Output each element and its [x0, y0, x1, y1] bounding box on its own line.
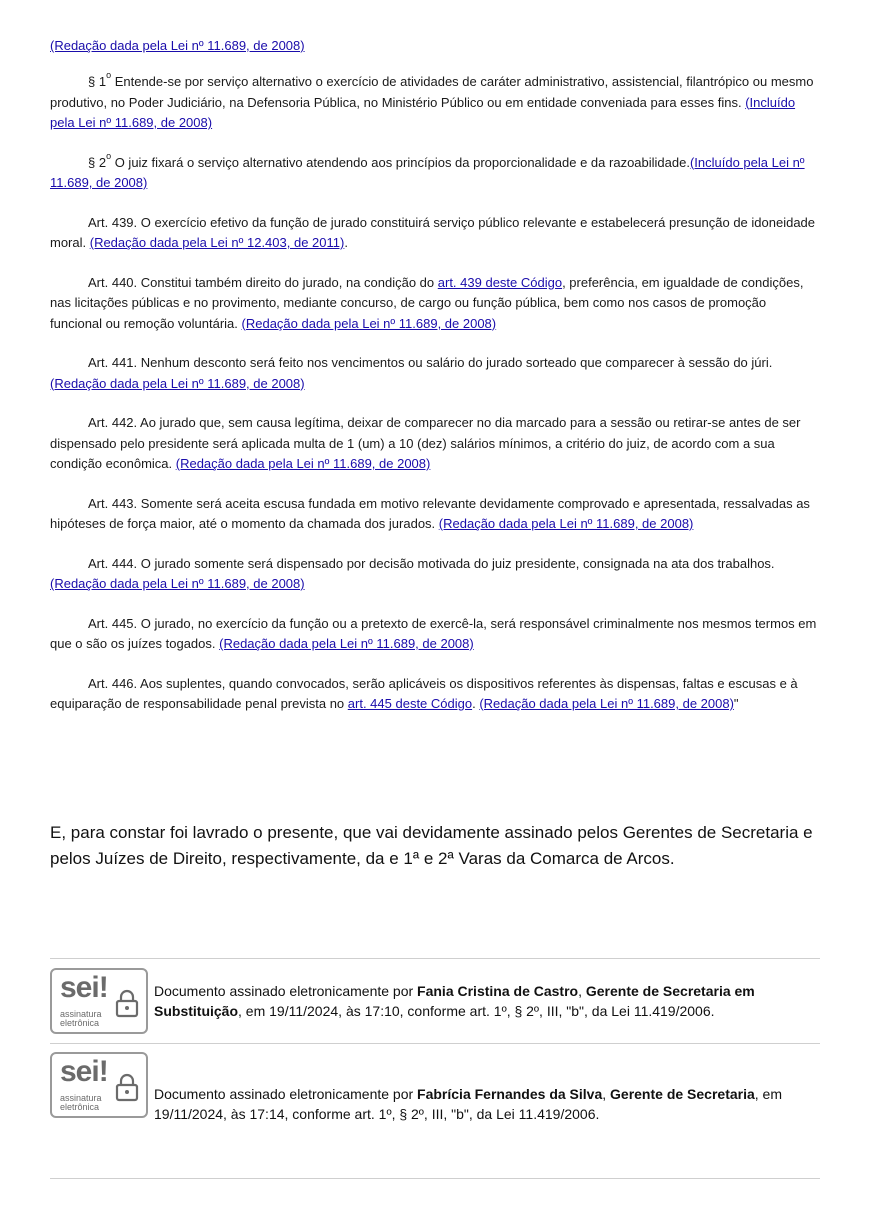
law-link[interactable]: (Redação dada pela Lei nº 11.689, de 2008) — [50, 576, 305, 591]
document-body — [50, 36, 820, 734]
article-443: Art. 443. Somente será aceita escusa fundada em motivo relevante devidamente comprovado e apresentada, ressalvadas as hipóteses de força maior, até o momento da chamada dos jurados. (Redação dada pela Lei nº 11.689, de 2008) — [50, 495, 810, 531]
signature-text: Documento assinado eletronicamente por Fabrícia Fernandes da Silva, Gerente de Secretaria, em 19/11/2024, às 17:14, conforme art. 1º, § 2º, III, "b", da Lei 11.419/2006. — [154, 1086, 782, 1122]
law-link[interactable]: (Redação dada pela Lei nº 11.689, de 2008) — [50, 38, 305, 53]
article-441: Art. 441. Nenhum desconto será feito nos vencimentos ou salário do jurado sorteado que comparecer à sessão do júri. (Redação dada pela Lei nº 11.689, de 2008) — [50, 355, 773, 391]
law-link[interactable]: (Redação dada pela Lei nº 11.689, de 2008) — [175, 456, 431, 471]
article-442: Art. 442. Ao jurado que, sem causa legítima, deixar de comparecer no dia marcado para a sessão ou retirar-se antes de ser dispensado pelo presidente será aplicada multa de 1 (um) a 10 (dez) salários mínimos, a critério do juiz, de acordo com a sua condição econômica. (Redação dada pela Lei nº 11.689, de 2008) — [50, 415, 801, 471]
padlock-icon — [114, 988, 140, 1018]
law-link[interactable]: (Redação dada pela Lei nº 11.689, de 2008) — [50, 375, 305, 391]
sei-seal-icon: sei! assinatura eletrônica — [50, 968, 148, 1034]
law-link[interactable]: (Redação dada pela Lei nº 11.689, de 2008) — [241, 315, 497, 331]
article-445: Art. 445. O jurado, no exercício da função ou a pretexto de exercê-la, será responsável criminalmente nos mesmos termos em que o são os juízes togados. (Redação dada pela Lei nº 11.689, de 2008) — [50, 615, 817, 651]
sei-seal-icon: sei! assinatura eletrônica — [50, 1052, 148, 1118]
article-link[interactable]: art. 439 deste Código — [437, 274, 563, 290]
closing-statement: E, para constar foi lavrado o presente, que vai devidamente assinado pelos Gerentes de Secretaria e pelos Juízes de Direito, respectivamente, da e 1ª e 2ª Varas da Comarca de Arcos. — [50, 823, 813, 868]
law-link[interactable]: (Incluído pela Lei nº 11.689, de 2008) — [50, 94, 796, 130]
law-link[interactable]: (Incluído pela Lei nº 11.689, de 2008) — [50, 154, 805, 190]
article-444: Art. 444. O jurado somente será dispensado por decisão motivada do juiz presidente, consignada na ata dos trabalhos. (Redação dada pela Lei nº 11.689, de 2008) — [50, 555, 775, 591]
signature-row — [50, 959, 820, 1043]
article-link[interactable]: art. 445 deste Código — [347, 696, 473, 711]
article-440: Art. 440. Constitui também direito do jurado, na condição do art. 439 deste Código, preferência, em igualdade de condições, nas licitações públicas e no provimento, mediante concurso, de cargo ou função pública, bem como nos casos de promoção funcional ou remoção voluntária. (Redação dada pela Lei nº 11.689, de 2008) — [50, 274, 804, 331]
article-439: Art. 439. O exercício efetivo da função de jurado constituirá serviço público relevante e estabelecerá presunção de idoneidade moral. (Redação dada pela Lei nº 12.403, de 2011). — [50, 214, 816, 250]
paragraph-2: § 2$^o$ O juiz fixará o serviço alternativo atendendo aos princípios da proporcionalidade e da razoabilidade.(Incluído pela Lei nº 11.689, de 2008) — [50, 150, 805, 190]
law-link[interactable]: (Redação dada pela Lei nº 11.689, de 2008) — [438, 516, 694, 531]
signature-block — [50, 958, 820, 1179]
article-446: Art. 446. Aos suplentes, quando convocados, serão aplicáveis os dispositivos referentes às dispensas, faltas e escusas e à equiparação de responsabilidade penal prevista no art. 445 deste Código. (Redação dada pela Lei nº 11.689, de 2008)" — [50, 675, 798, 711]
signature-row — [50, 1044, 820, 1178]
law-link[interactable]: (Redação dada pela Lei nº 11.689, de 2008) — [219, 636, 474, 651]
amendment-note — [50, 36, 820, 56]
padlock-icon — [114, 1072, 140, 1102]
paragraph-1: § 1$^o$ Entende-se por serviço alternativo o exercício de atividades de caráter administrativo, assistencial, filantrópico ou mesmo produtivo, no Poder Judiciário, na Defensoria Pública, no Ministério Público ou em entidade conveniada para esses fins. (Incluído pela Lei nº 11.689, de 2008) — [50, 70, 814, 130]
signature-text: Documento assinado eletronicamente por Fania Cristina de Castro, Gerente de Secretaria em Substituição, em 19/11/2024, às 17:10, conforme art. 1º, § 2º, III, "b", da Lei 11.419/2006. — [154, 983, 755, 1019]
divider — [50, 1178, 820, 1179]
law-link[interactable]: (Redação dada pela Lei nº 12.403, de 2011) — [89, 235, 345, 250]
law-link[interactable]: (Redação dada pela Lei nº 11.689, de 2008) — [479, 696, 734, 711]
